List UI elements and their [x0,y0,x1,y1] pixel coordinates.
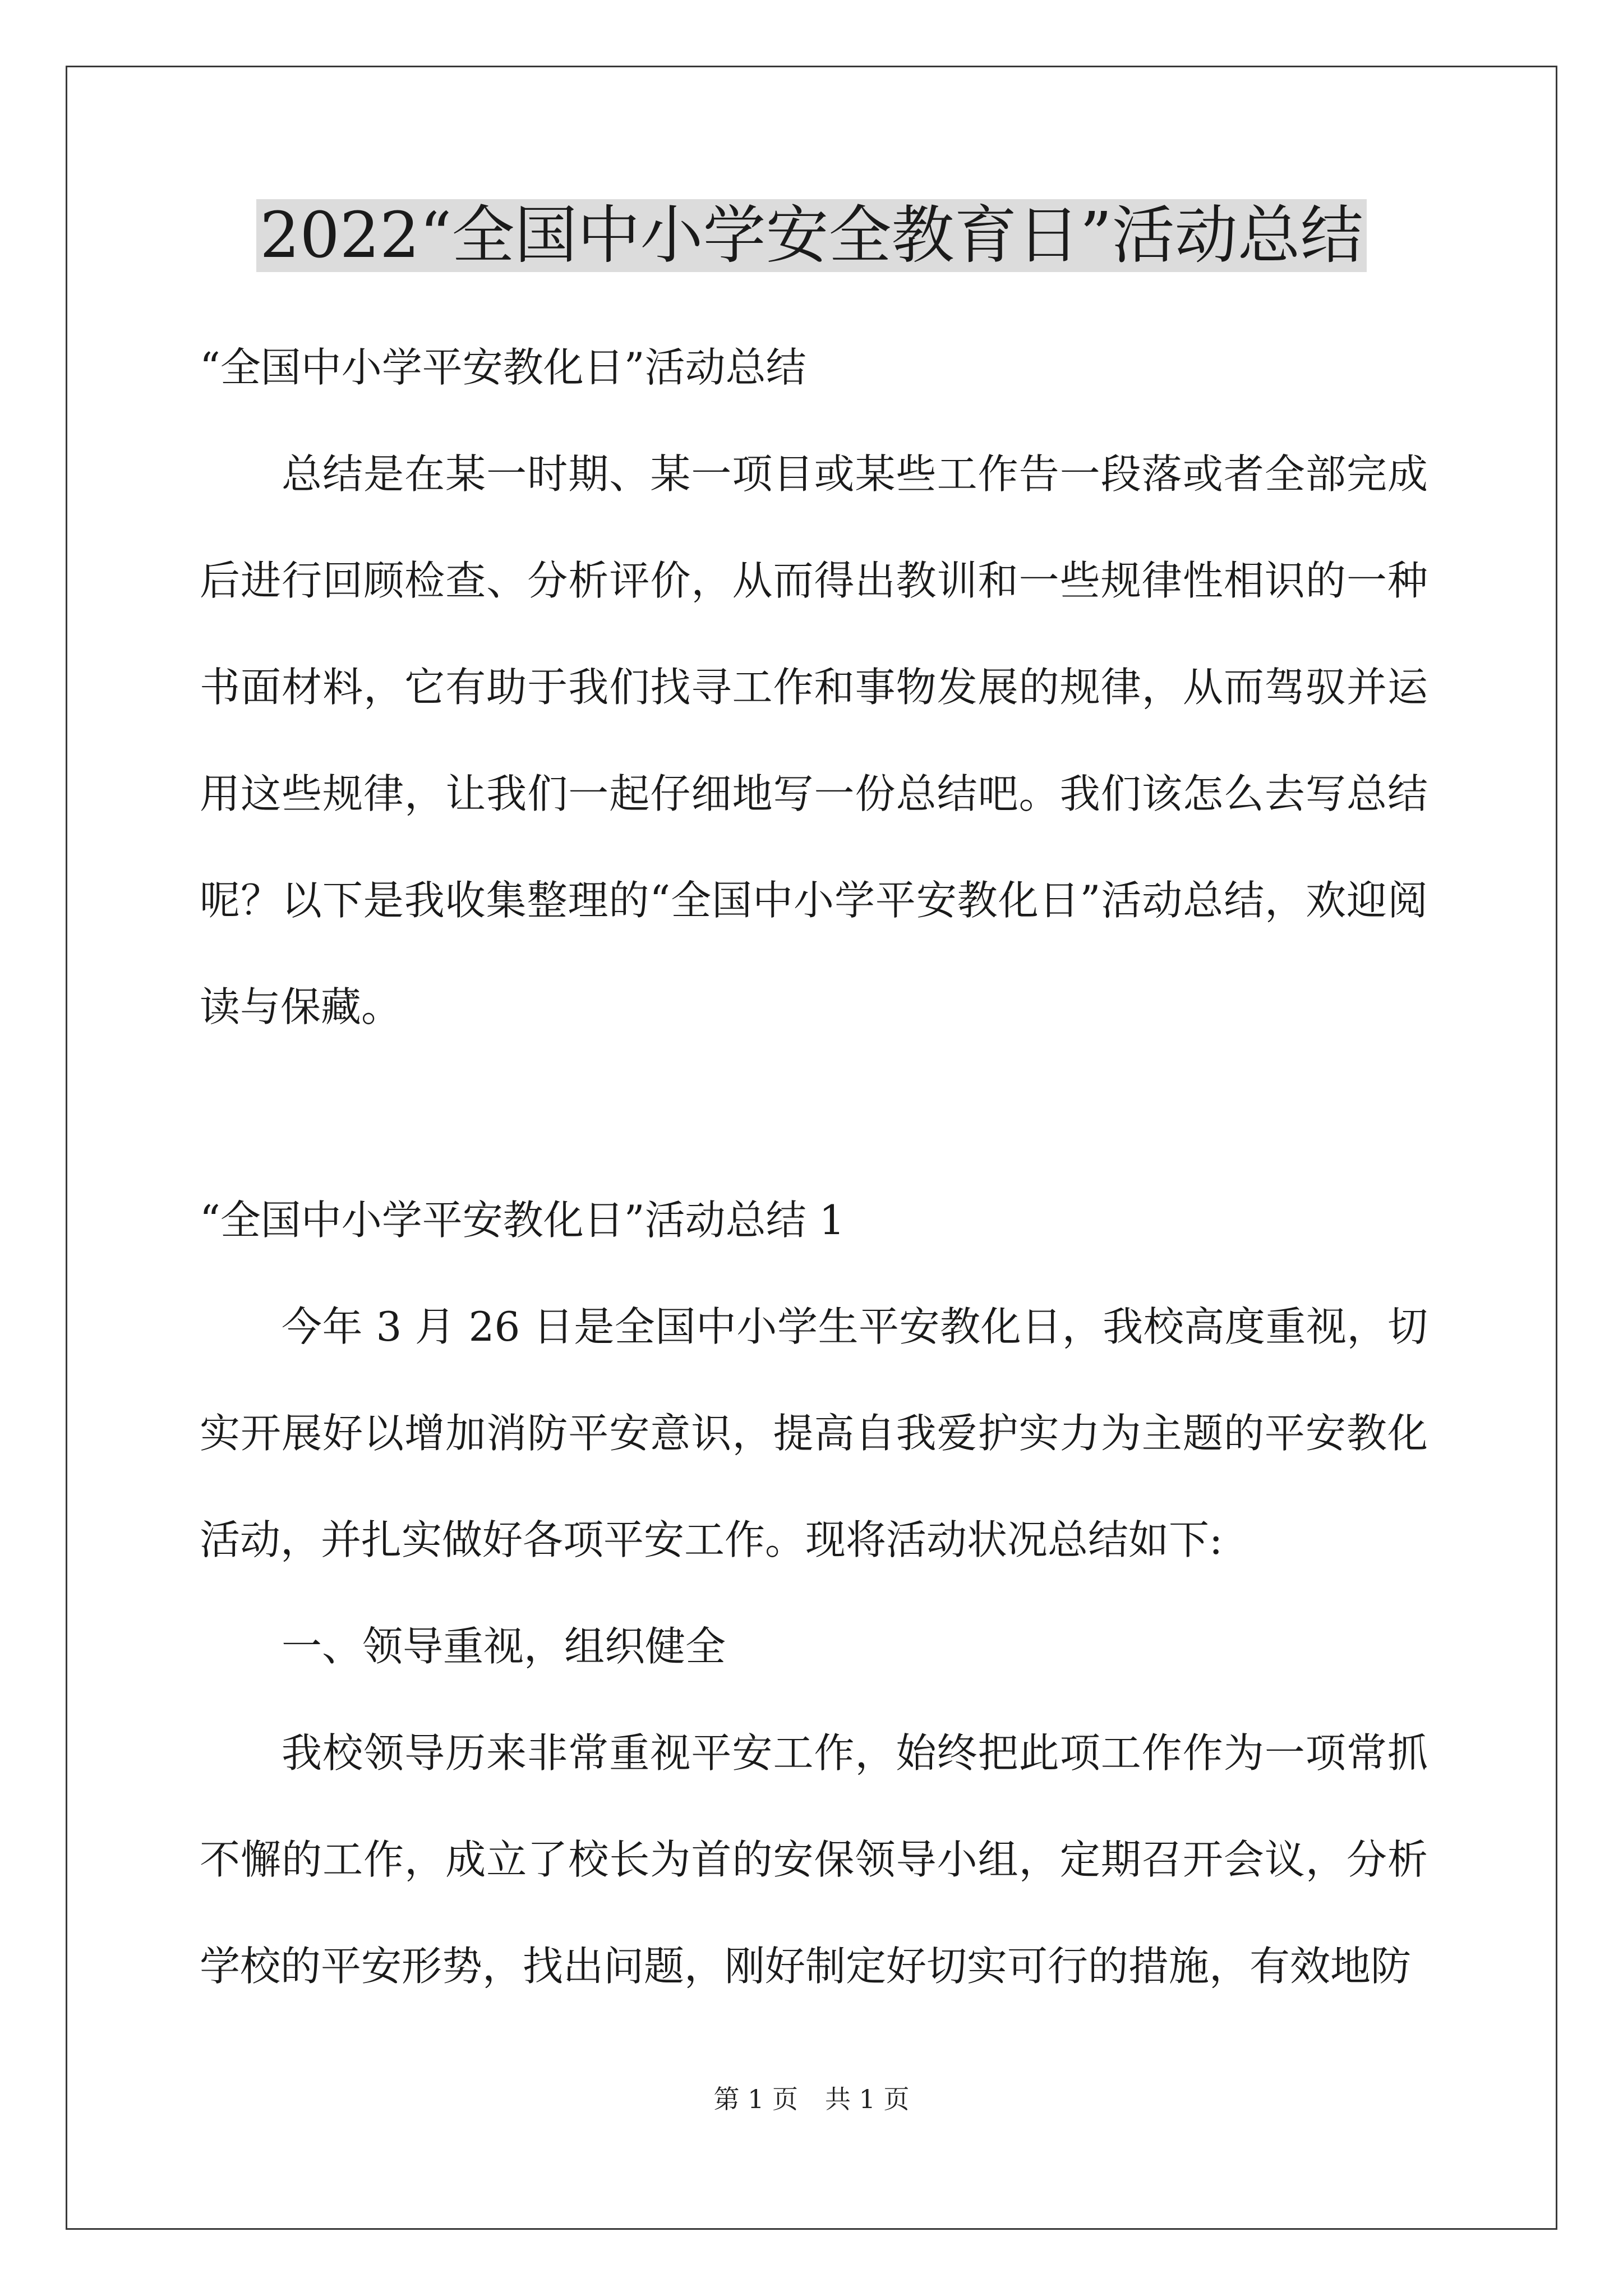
page-number: 第 1 页 [713,2084,798,2114]
subheading-leadership: 一、领导重视，组织健全 [282,1623,726,1670]
intro-paragraph: 总结是在某一时期、某一项目或某些工作告一段落或者全部完成后进行回顾检查、分析评价，从而得出教训和一些规律性相识的一种书面材料，它有助于我们找寻工作和事物发展的规律，从而驾驭并运用这些规律，让我们一起仔细地写一份总结吧。我们该怎么去写总结呢？以下是我收集整理的“全国中小学平安教化日”活动总结，欢迎阅读与保藏。 [200,450,1428,1030]
document-title [0,194,1623,278]
body-paragraph: 今年 3 月 26 日是全国中小学生平安教化日，我校高度重视，切实开展好以增加消防平安意识，提高自我爱护实力为主题的平安教化活动，并扎实做好各项平安工作。现将活动状况总结如下: [200,1303,1428,1563]
document-title-text: 2022“全国中小学安全教育日”活动总结 [256,199,1367,272]
body-paragraph: 我校领导历来非常重视平安工作，始终把此项工作作为一项常抓不懈的工作，成立了校长为首的安保领导小组，定期召开会议，分析学校的平安形势，找出问题，刚好制定好切实可行的措施，有效地防 [200,1729,1428,1990]
intro-heading: “全国中小学平安教化日”活动总结 [200,344,806,391]
document-body [200,314,1428,2019]
page-total: 共 1 页 [825,2084,910,2114]
section-heading-1: “全国中小学平安教化日”活动总结 1 [200,1197,845,1244]
page-footer [0,2082,1623,2116]
